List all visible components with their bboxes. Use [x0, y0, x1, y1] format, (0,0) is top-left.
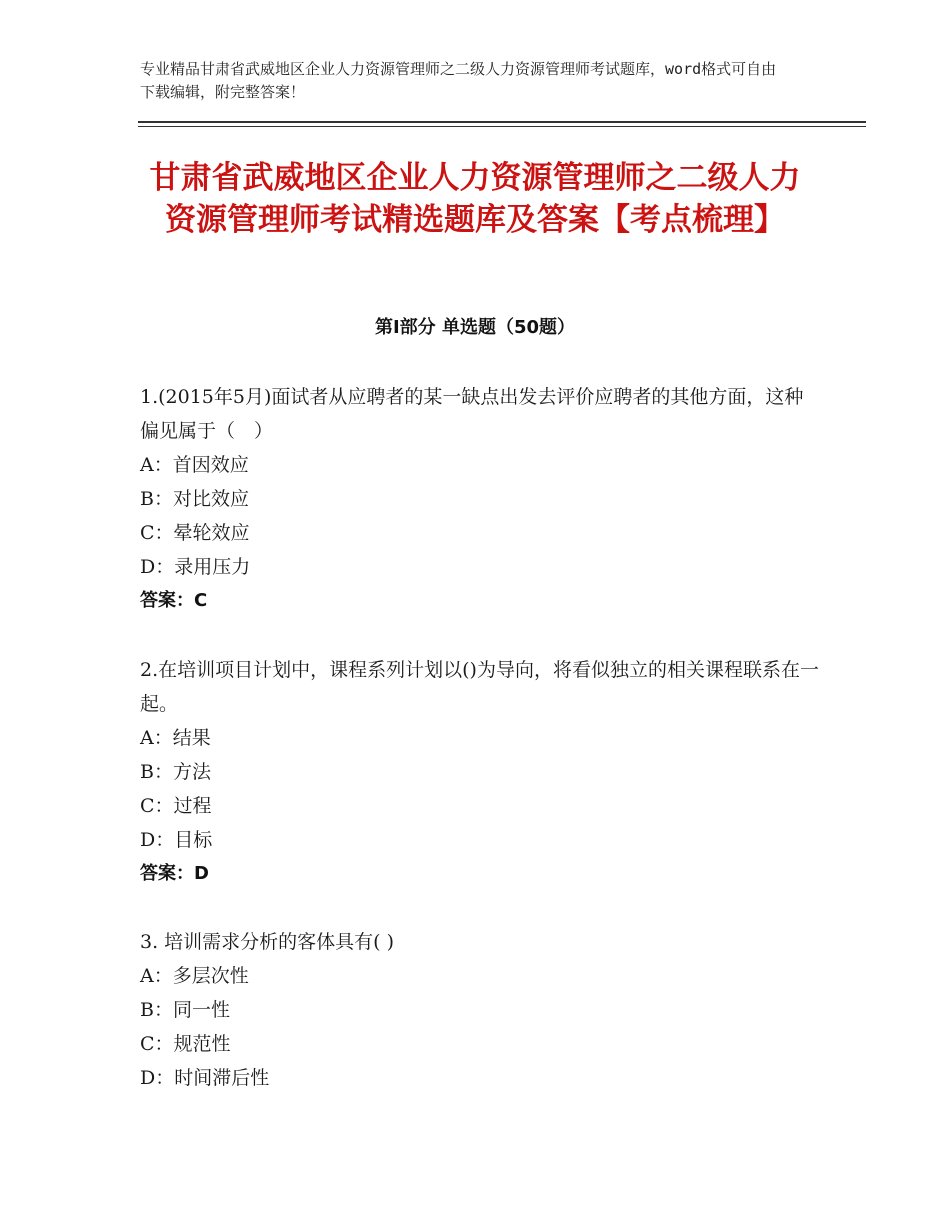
option-a: A：结果	[140, 727, 211, 749]
question-3	[140, 925, 820, 1095]
option-a: A：多层次性	[140, 965, 249, 987]
question-stem: 3. 培训需求分析的客体具有( )	[140, 931, 395, 953]
option-d: D：录用压力	[140, 556, 251, 578]
option-d: D：目标	[140, 829, 213, 851]
header-rule-thick	[138, 121, 866, 123]
answer: 答案：D	[140, 863, 209, 884]
option-c: C：过程	[140, 795, 212, 817]
option-b: B：同一性	[140, 999, 230, 1021]
option-c: C：晕轮效应	[140, 522, 250, 544]
answer: 答案：C	[140, 590, 208, 611]
header-rule-thin	[138, 126, 866, 127]
question-2	[140, 653, 820, 891]
option-d: D：时间滞后性	[140, 1067, 270, 1089]
option-a: A：首因效应	[140, 454, 249, 476]
question-stem: 2.在培训项目计划中，课程系列计划以()为导向，将看似独立的相关课程联系在一起。	[140, 659, 819, 715]
option-b: B：对比效应	[140, 488, 249, 510]
section-heading: 第Ⅰ部分 单选题（50题）	[374, 317, 575, 338]
option-b: B：方法	[140, 761, 211, 783]
document-title: 甘肃省武威地区企业人力资源管理师之二级人力资源管理师考试精选题库及答案【考点梳理】	[149, 160, 801, 238]
header-note: 专业精品甘肃省武威地区企业人力资源管理师之二级人力资源管理师考试题库，word格式可自由下载编辑，附完整答案！	[140, 60, 777, 101]
question-1	[140, 380, 820, 618]
option-c: C：规范性	[140, 1033, 231, 1055]
question-stem: 1.(2015年5月)面试者从应聘者的某一缺点出发去评价应聘者的其他方面，这种偏见属于（ ）	[140, 386, 804, 442]
